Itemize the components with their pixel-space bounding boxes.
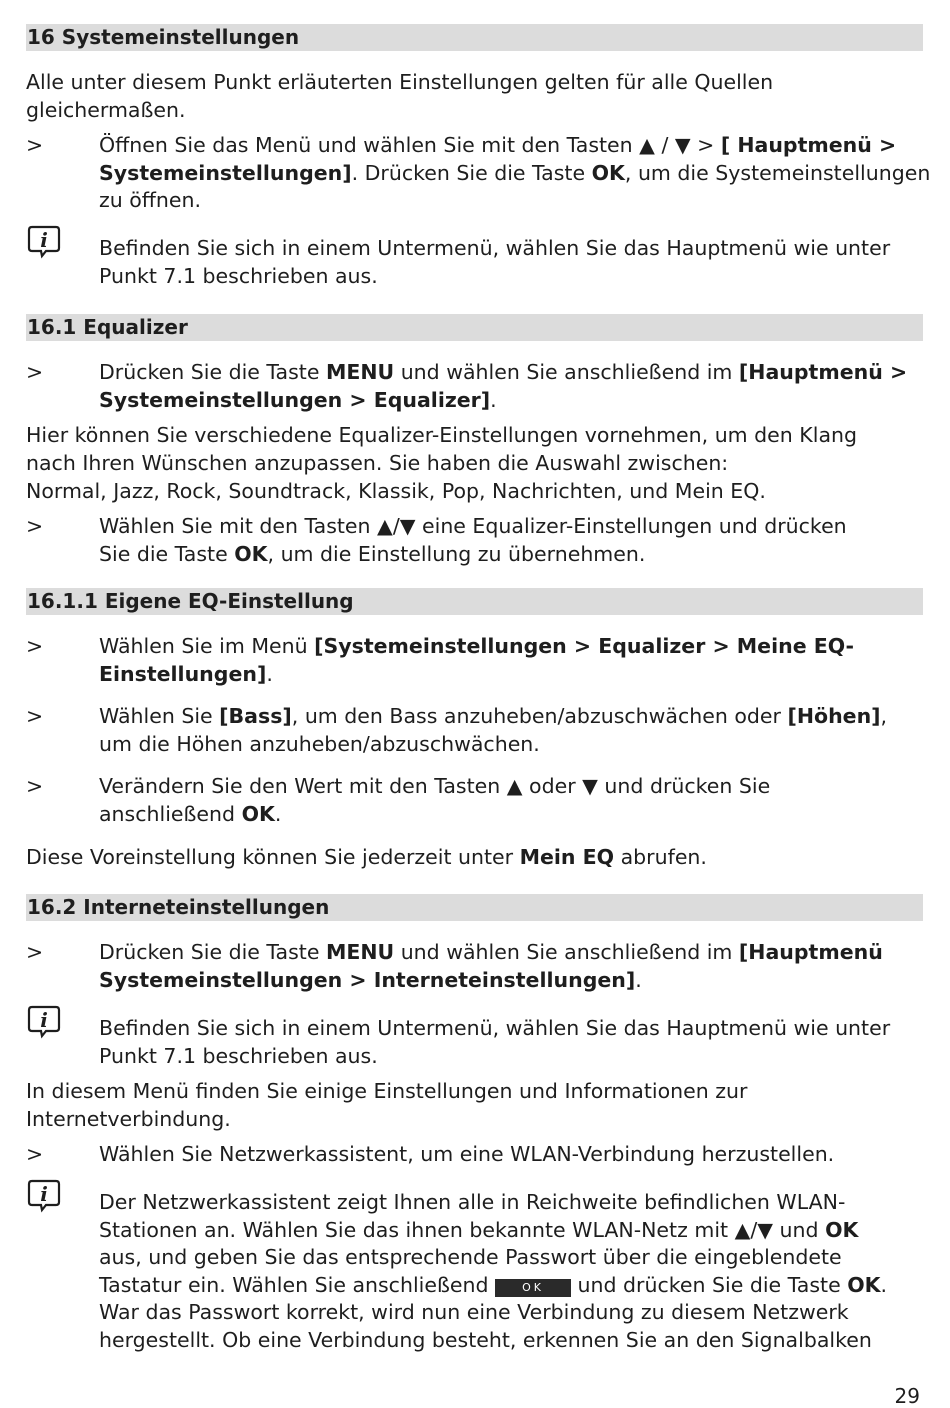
bullet-marker: >: [26, 360, 44, 384]
internet-para-line-1: In diesem Menü finden Sie einige Einstellungen und Informationen zur: [26, 1079, 748, 1103]
intro-line-2: gleichermaßen.: [26, 98, 186, 122]
step-open-equalizer: > Drücken Sie die Taste MENU und wählen Sie anschließend im [Hauptmenü > Systemeinstellungen > Equalizer].: [26, 360, 908, 412]
eq-para-line-1: Hier können Sie verschiedene Equalizer-Einstellungen vornehmen, um den Klang: [26, 423, 858, 447]
bullet-marker: >: [26, 634, 44, 658]
bullet-marker: >: [26, 1142, 44, 1166]
heading-16-1: 16.1 Equalizer: [26, 314, 923, 341]
bullet-marker: >: [26, 940, 44, 964]
info-icon: [26, 223, 62, 259]
info-note-submenu: i Befinden Sie sich in einem Untermenü, wählen Sie das Hauptmenü wie unter Punkt 7.1 beschrieben aus.: [26, 235, 950, 290]
svg-text:i: i: [40, 1182, 48, 1206]
ok-key-graphic: OK: [495, 1279, 571, 1297]
internet-para-line-2: Internetverbindung.: [26, 1107, 231, 1131]
my-eq-para: Diese Voreinstellung können Sie jederzeit unter Mein EQ abrufen.: [26, 845, 707, 869]
svg-text:i: i: [40, 1008, 48, 1032]
step-change-value: > Verändern Sie den Wert mit den Tasten ▲ oder ▼ und drücken Sie anschließend OK.: [26, 774, 771, 826]
info-note-submenu-2: i Befinden Sie sich in einem Untermenü, wählen Sie das Hauptmenü wie unter Punkt 7.1 beschrieben aus.: [26, 1015, 950, 1070]
step-network-assistant: > Wählen Sie Netzwerkassistent, um eine WLAN-Verbindung herzustellen.: [26, 1141, 950, 1169]
info-icon: [26, 1003, 62, 1039]
bullet-marker: >: [26, 514, 44, 538]
bullet-marker: >: [26, 704, 44, 728]
eq-para-line-2: nach Ihren Wünschen anzupassen. Sie haben die Auswahl zwischen:: [26, 451, 729, 475]
step-bass-treble: > Wählen Sie [Bass], um den Bass anzuheben/abzuschwächen oder [Höhen], um die Höhen anzuheben/abzuschwächen.: [26, 704, 888, 756]
bullet-marker: >: [26, 774, 44, 798]
step-open-my-eq: > Wählen Sie im Menü [Systemeinstellungen > Equalizer > Meine EQ- Einstellungen].: [26, 634, 855, 686]
intro-line-1: Alle unter diesem Punkt erläuterten Einstellungen gelten für alle Quellen: [26, 70, 774, 94]
svg-text:i: i: [40, 228, 48, 252]
step-select-equalizer: > Wählen Sie mit den Tasten ▲/▼ eine Equalizer-Einstellungen und drücken Sie die Taste OK, um die Einstellung zu übernehmen.: [26, 514, 847, 566]
info-note-network-assistant: i Der Netzwerkassistent zeigt Ihnen alle in Reichweite befindlichen WLAN- Stationen an. Wählen Sie das ihnen bekannte WLAN-Netz mit ▲/▼ und OK aus, und geben Sie das entsprechende Passwort über die eingeblendete Tastatur ein. Wählen Sie anschließend OK und drücken Sie die Taste OK. War das Passwort korrekt, wird nun eine Verbindung zu diesem Netzwerk hergestellt. Ob eine Verbindung besteht, erkennen Sie an den Signalbalken: [26, 1189, 950, 1354]
page-number: 29: [894, 1384, 920, 1408]
step-open-system-settings: > Öffnen Sie das Menü und wählen Sie mit den Tasten ▲ / ▼ > [ Hauptmenü > Systemeinstellungen]. Drücken Sie die Taste OK, um die Systemeinstellungen zu öffnen.: [26, 133, 931, 212]
heading-16-1-1: 16.1.1 Eigene EQ-Einstellung: [26, 588, 923, 615]
step-open-internet-settings: > Drücken Sie die Taste MENU und wählen Sie anschließend im [Hauptmenü Systemeinstellungen > Interneteinstellungen].: [26, 940, 883, 992]
info-icon: [26, 1177, 62, 1213]
eq-para-line-3: Normal, Jazz, Rock, Soundtrack, Klassik, Pop, Nachrichten, und Mein EQ.: [26, 479, 766, 503]
heading-16: 16 Systemeinstellungen: [26, 24, 923, 51]
heading-16-2: 16.2 Interneteinstellungen: [26, 894, 923, 921]
bullet-marker: >: [26, 133, 44, 157]
